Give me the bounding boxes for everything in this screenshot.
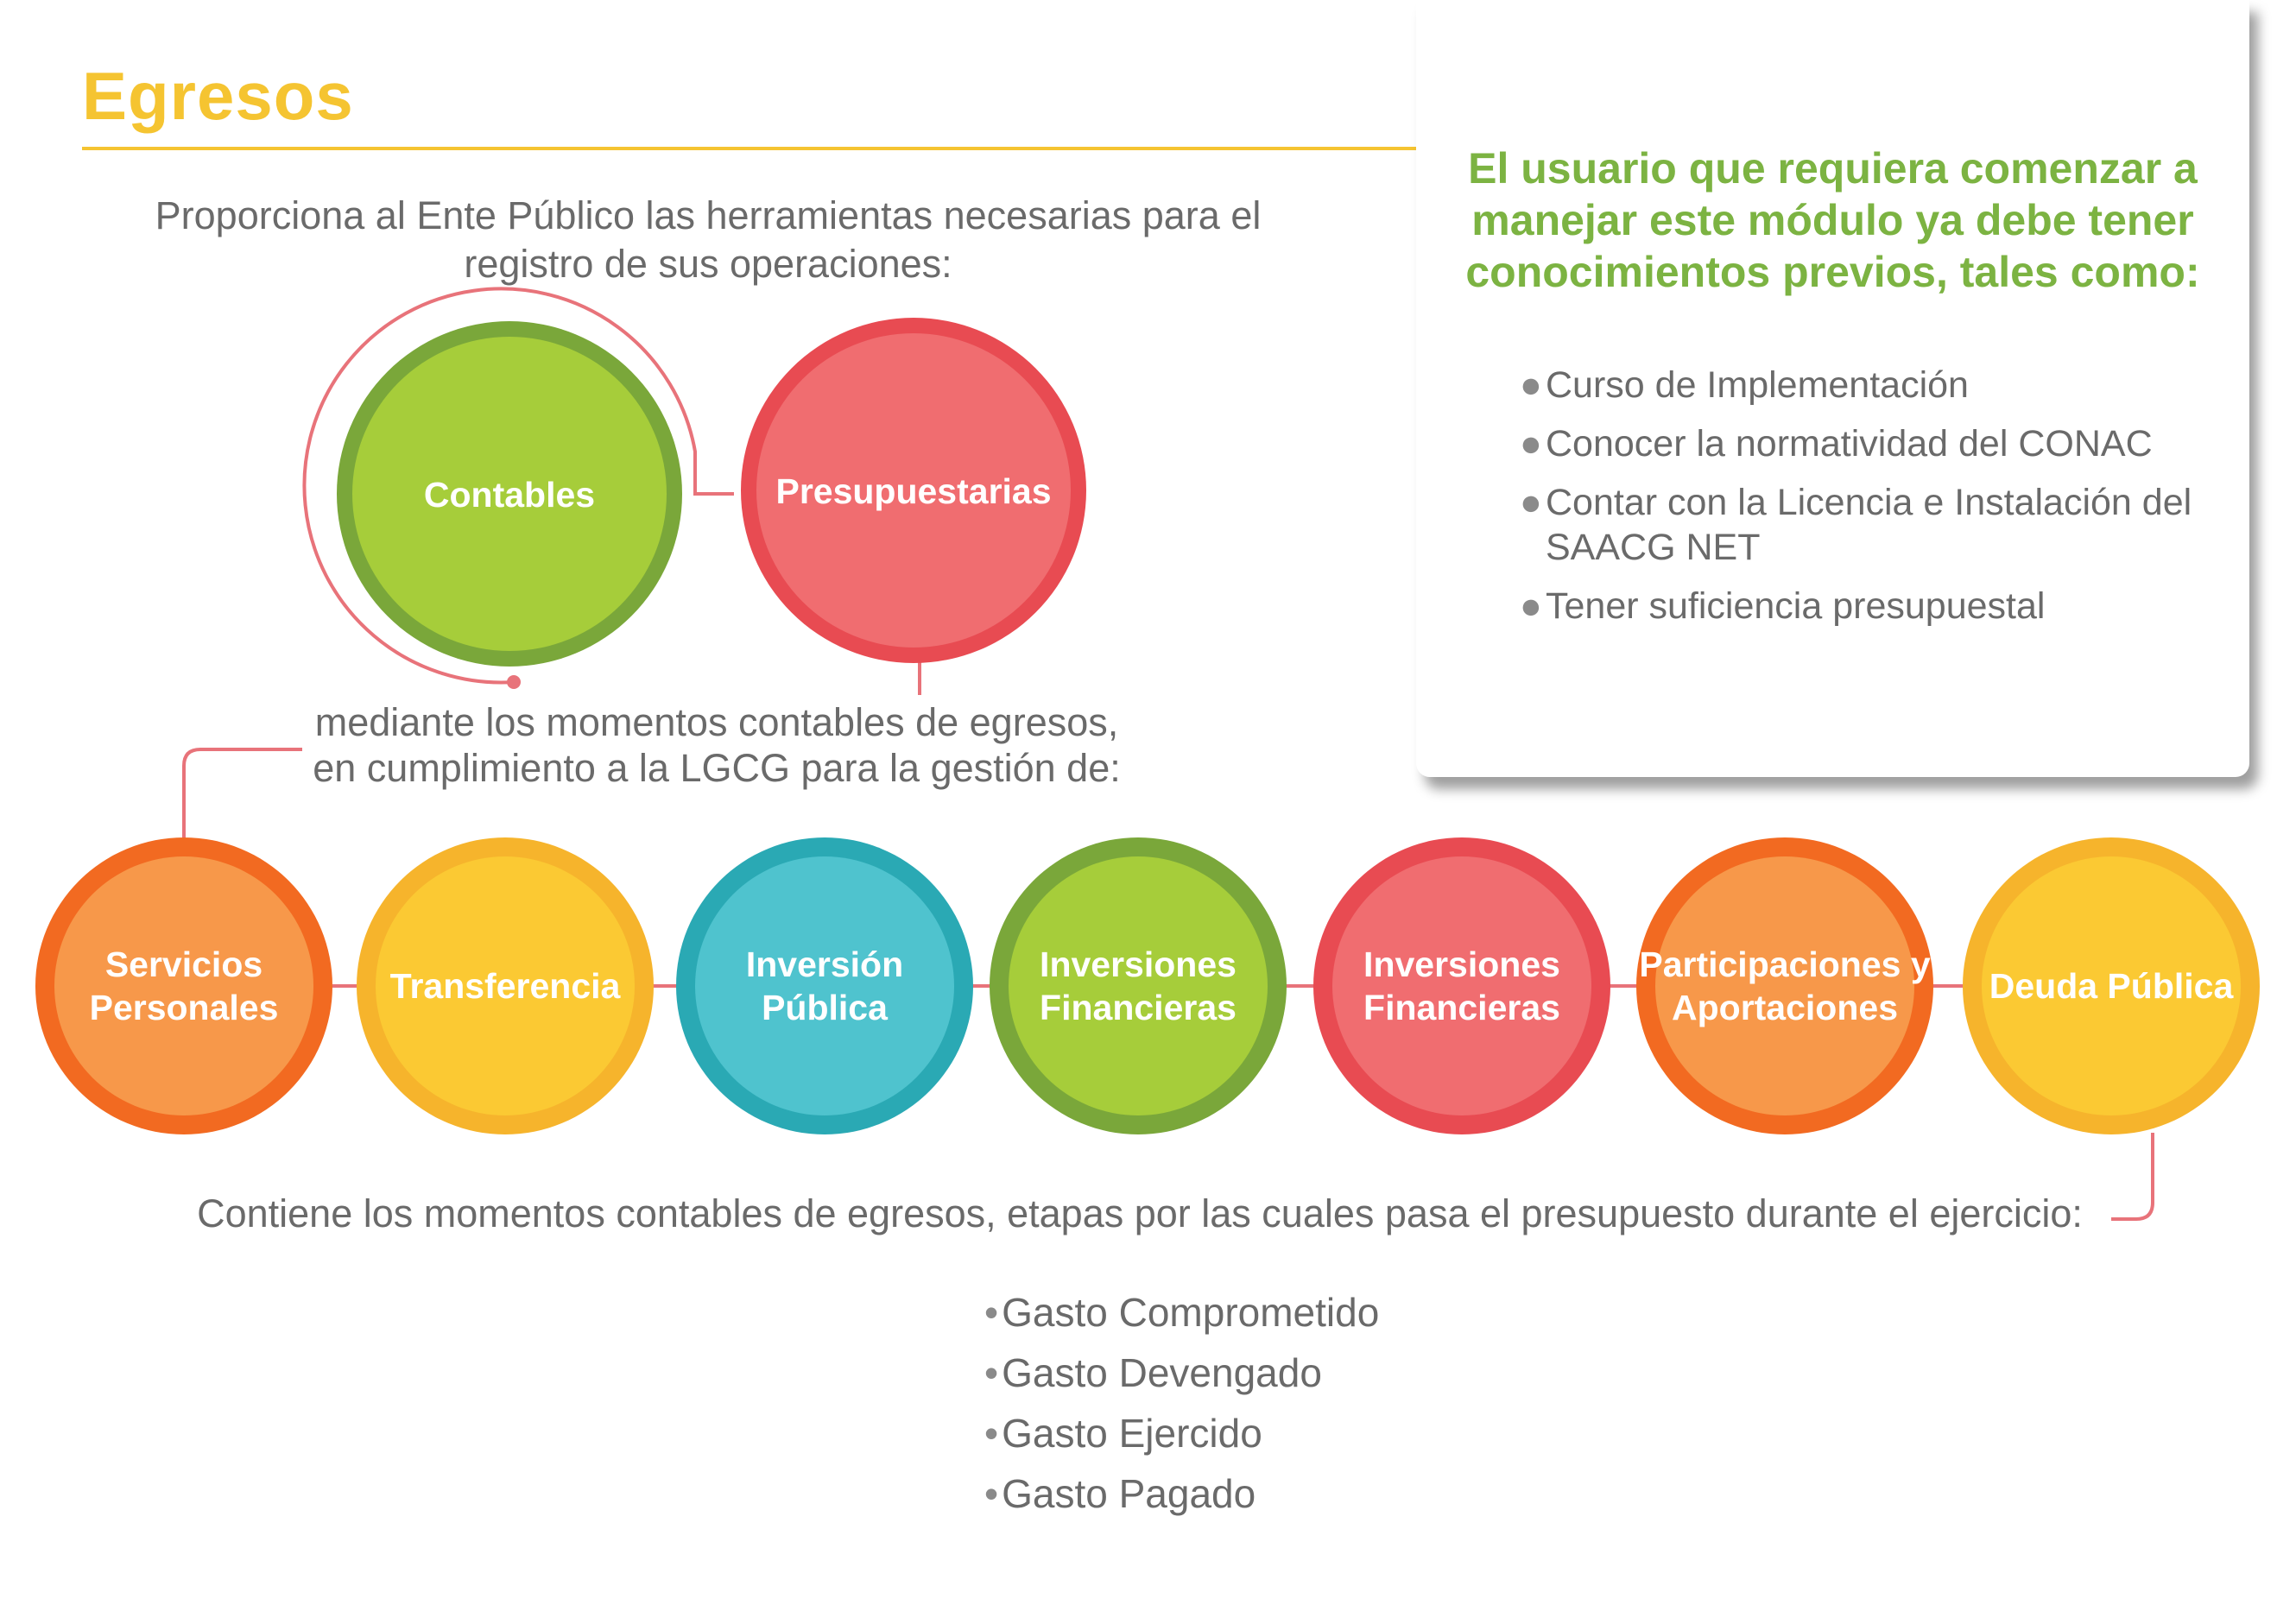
category-label: Inversiones <box>1040 945 1237 984</box>
category-row <box>35 837 2260 1134</box>
bullet-icon: • <box>984 1471 999 1516</box>
category-circle <box>990 837 1287 1134</box>
category-circle <box>35 837 332 1134</box>
category-label: Inversión <box>745 945 904 984</box>
deuda-to-contiene-connector <box>2111 1133 2153 1219</box>
category-circle <box>676 837 973 1134</box>
gasto-item <box>984 1403 1379 1463</box>
contiene-text: Contiene los momentos contables de egresos, etapas por las cuales pasa el presupuesto durante el ejercicio: <box>197 1191 2083 1235</box>
mid-text-line-2: en cumplimiento a la LGCG para la gestión de: <box>313 746 1121 790</box>
category-label: Aportaciones <box>1672 988 1898 1027</box>
category-circle <box>357 837 654 1134</box>
gasto-label: Gasto Comprometido <box>1002 1290 1380 1335</box>
category-circle-inner <box>54 856 313 1115</box>
category-label: Servicios <box>104 945 263 984</box>
mid-text <box>285 699 1148 791</box>
card-item-label: Tener suficiencia presupuestal <box>1546 585 2046 627</box>
card-title-line: manejar este módulo ya debe tener <box>1471 196 2194 244</box>
mid-text-line-1: mediante los momentos contables de egresos, <box>314 700 1119 744</box>
card-list <box>1520 363 2202 642</box>
presupuestarias-label: Presupuestarias <box>775 471 1052 511</box>
category-circle-inner <box>1009 856 1268 1115</box>
card-title <box>1433 142 2232 298</box>
bullet-icon: ● <box>1520 423 1542 464</box>
category-circle-inner <box>1655 856 1914 1115</box>
category-label: Financieras <box>1040 988 1237 1027</box>
card-title-line: conocimientos previos, tales como: <box>1465 248 2200 296</box>
bullet-icon: ● <box>1520 364 1542 406</box>
top-circle-presupuestarias <box>741 318 1086 663</box>
top-circle-contables <box>337 321 682 667</box>
category-circle <box>1636 837 1933 1134</box>
gasto-item <box>984 1282 1379 1343</box>
bullet-icon: ● <box>1520 482 1542 523</box>
card-list-item <box>1520 480 2202 570</box>
card-item-label: Conocer la normatividad del CONAC <box>1546 423 2153 464</box>
card-list-item <box>1520 421 2202 466</box>
category-circle <box>1313 837 1610 1134</box>
bullet-icon: • <box>984 1411 999 1456</box>
category-label: Inversiones <box>1363 945 1560 984</box>
card-title-line: El usuario que requiera comenzar a <box>1468 144 2198 193</box>
gasto-label: Gasto Devengado <box>1002 1350 1322 1395</box>
intro-text: Proporciona al Ente Público las herramientas necesarias para el registro de sus operaciones: <box>155 193 1262 286</box>
category-circle-inner <box>1332 856 1591 1115</box>
bullet-icon: • <box>984 1290 999 1335</box>
gasto-label: Gasto Ejercido <box>1002 1411 1262 1456</box>
card-list-item <box>1520 584 2202 629</box>
category-circle-inner <box>695 856 954 1115</box>
gastos-list <box>984 1282 1379 1524</box>
card-list-item <box>1520 363 2202 408</box>
bullet-icon: ● <box>1520 585 1542 627</box>
gasto-label: Gasto Pagado <box>1002 1471 1256 1516</box>
card-item-label: Contar con la Licencia e Instalación del SAACG NET <box>1546 482 2192 568</box>
category-label: Participaciones y <box>1639 945 1931 984</box>
gasto-item <box>984 1343 1379 1403</box>
category-label: Personales <box>89 988 279 1027</box>
card-item-label: Curso de Implementación <box>1546 364 1969 406</box>
arc-end-dot <box>507 675 521 689</box>
contables-label: Contables <box>423 475 596 515</box>
prerequisites-card <box>1416 0 2249 777</box>
category-label: Deuda Pública <box>1989 966 2234 1006</box>
category-label: Pública <box>762 988 888 1027</box>
bullet-icon: • <box>984 1350 999 1395</box>
gasto-item <box>984 1463 1379 1524</box>
category-label: Transferencia <box>389 966 621 1006</box>
page-title: Egresos <box>82 58 354 134</box>
category-circle <box>1963 837 2260 1134</box>
category-label: Financieras <box>1363 988 1560 1027</box>
